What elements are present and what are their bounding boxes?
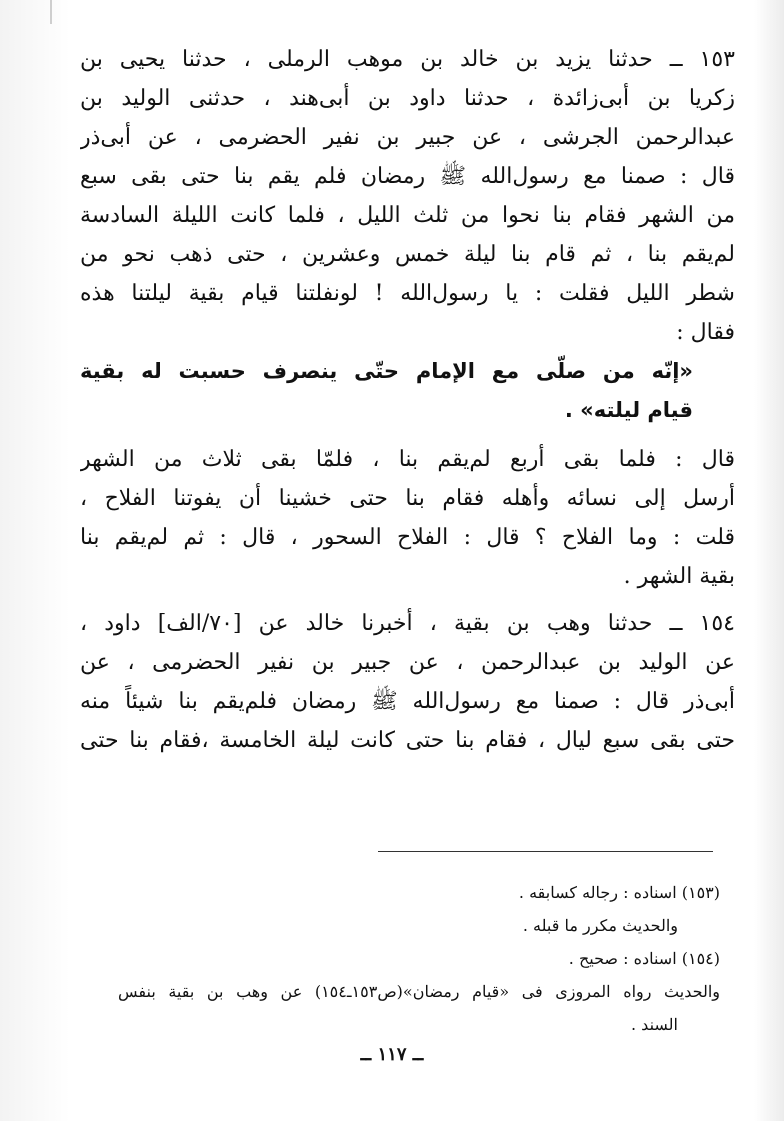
continuation-line-4: بقية الشهر . [623, 564, 735, 589]
hadith-153-line-4: قال : صمنا مع رسول‌الله ﷺ رمضان فلم يقم بنا حتى بقى سبع [80, 164, 735, 189]
hadith-153 [80, 40, 735, 352]
hadith-153-line-1: ١٥٣ ــ حدثنا يزيد بن خالد بن موهب الرملى ، حدثنا يحيى بن [80, 47, 735, 72]
hadith-153-continuation [80, 440, 735, 596]
continuation-line-2: أرسل إلى نسائه وأهله فقام بنا حتى خشينا أن يفوتنا الفلاح ، [80, 486, 735, 511]
hadith-153-line-6: لم‌يقم بنا ، ثم قام بنا ليلة خمس وعشرين ، حتى ذهب نحو من [80, 242, 735, 267]
hadith-154-line-2: عن الوليد بن عبدالرحمن ، عن جبير بن نفير الحضرمى ، عن [80, 650, 735, 675]
scan-right-margin [754, 0, 784, 1121]
quote-line-2: قيام ليلته» . [564, 398, 693, 422]
hadith-153-quote [80, 352, 735, 430]
hadith-153-line-8: فقال : [676, 320, 735, 345]
scan-left-margin [0, 0, 70, 1121]
footnote-154-note-end: السند . [631, 1015, 678, 1034]
footnote-153-note: والحديث مكرر ما قبله . [522, 916, 678, 935]
footnotes [118, 876, 720, 1041]
continuation-line-1: قال : فلما بقى أربع لم‌يقم بنا ، فلمّا بقى ثلاث من الشهر [80, 447, 735, 472]
hadith-153-line-5: من الشهر فقام بنا نحوا من ثلث الليل ، فلما كانت الليلة السادسة [80, 203, 735, 228]
hadith-153-line-7: شطر الليل فقلت : يا رسول‌الله ! لونفلتنا قيام بقية ليلتنا هذه [80, 281, 735, 306]
footnote-154-note: والحديث رواه المروزى فى «قيام رمضان»(ص١٥٣ـ١٥٤) عن وهب بن بقية بنفس [118, 982, 720, 1001]
page-number: ــ ١١٧ ــ [360, 1044, 424, 1065]
hadith-154-line-3: أبى‌ذر قال : صمنا مع رسول‌الله ﷺ رمضان فلم‌يقم بنا شيئاً منه [80, 689, 735, 714]
hadith-154 [80, 604, 735, 760]
footnote-divider [378, 851, 713, 852]
hadith-154-line-4: حتى بقى سبع ليال ، فقام بنا حتى كانت ليلة الخامسة ،فقام بنا حتى [80, 728, 735, 753]
footnote-154: (١٥٤) اسناده : صحيح . [568, 949, 720, 968]
continuation-line-3: قلت : وما الفلاح ؟ قال : الفلاح السحور ، قال : ثم لم‌يقم بنا [80, 525, 735, 550]
hadith-154-line-1: ١٥٤ ــ حدثنا وهب بن بقية ، أخبرنا خالد عن [٧٠/الف] داود ، [80, 611, 735, 636]
quote-line-1: «إنّه من صلّى مع الإمام حتّى ينصرف حسبت له بقية [80, 359, 693, 383]
hadith-153-line-2: زكريا بن أبى‌زائدة ، حدثنا داود بن أبى‌هند ، حدثنى الوليد بن [80, 86, 735, 111]
footnote-153: (١٥٣) اسناده : رجاله كسابقه . [518, 883, 720, 902]
hadith-153-line-3: عبدالرحمن الجرشى ، عن جبير بن نفير الحضرمى ، عن أبى‌ذر [80, 125, 735, 150]
page-body [80, 40, 735, 760]
